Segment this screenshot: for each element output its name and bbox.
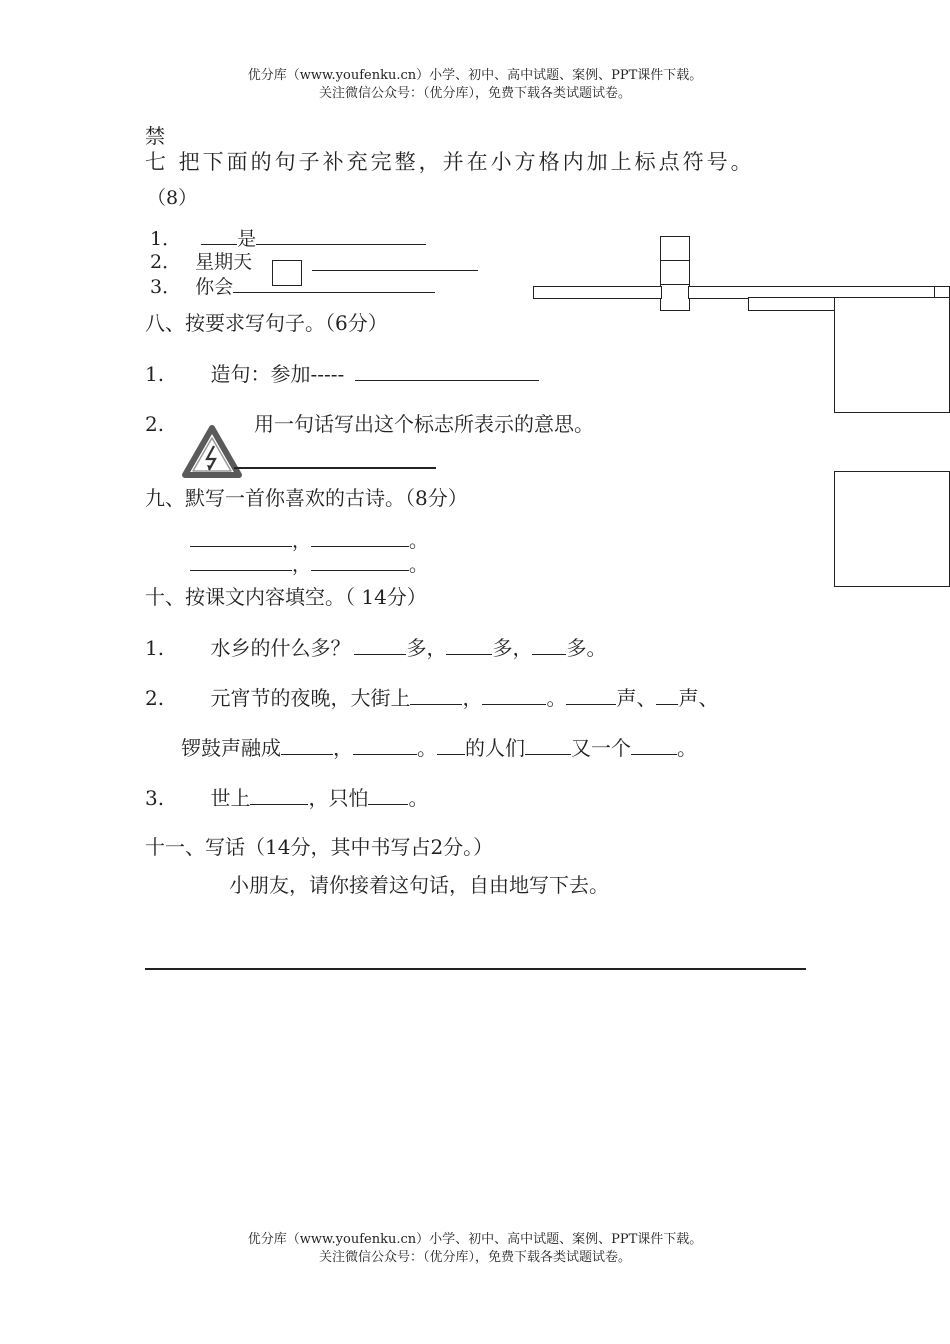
- stray-box-2: [660, 260, 690, 286]
- s10-q2-number: 2.: [145, 686, 165, 710]
- s10-q2-g: ，: [333, 736, 353, 760]
- s10-q3-number: 3.: [145, 786, 165, 810]
- s10-q1-blank-3[interactable]: [532, 636, 566, 655]
- q3-blank[interactable]: [233, 274, 435, 293]
- q1-blank-b[interactable]: [256, 226, 426, 245]
- section-11-title: 十一、写话（14分，其中书写占2分。）: [145, 835, 494, 859]
- poem-blank-4[interactable]: [311, 552, 409, 571]
- s10-q2-blank-9[interactable]: [631, 736, 677, 755]
- section-8-q2-text: 用一句话写出这个标志所表示的意思。: [254, 412, 594, 436]
- s10-q1-c: 多，: [492, 636, 533, 660]
- section-7-score: （8）: [147, 187, 198, 209]
- q1-blank-a[interactable]: [201, 226, 237, 245]
- q2-text: 星期天: [195, 251, 253, 273]
- s10-q2-blank-7[interactable]: [437, 736, 465, 755]
- s10-q3-blank-1[interactable]: [250, 786, 308, 805]
- q1-text: 是: [237, 228, 257, 250]
- poem-blank-3[interactable]: [190, 552, 292, 571]
- footer-line-1: 优分库（www.youfenku.cn）小学、初中、高中试题、案例、PPT课件下载。: [247, 1232, 703, 1247]
- section-8-q1: [145, 361, 539, 387]
- section-11-prompt: 小朋友，请你接着这句话，自由地写下去。: [229, 873, 609, 897]
- poem-comma-2: ，: [292, 554, 312, 576]
- s10-q2-blank-6[interactable]: [353, 736, 417, 755]
- s10-q3-b: ，只怕: [308, 786, 369, 810]
- stray-box-3: [660, 284, 690, 311]
- poem-comma-1: ，: [292, 530, 312, 552]
- q3-text: 你会: [195, 276, 234, 298]
- section-10-q1: [145, 635, 606, 661]
- s10-q2-k: 。: [677, 736, 697, 760]
- q2-number: 2．: [150, 251, 182, 273]
- s10-q3-a: 世上: [210, 786, 251, 810]
- section-7-q2: [150, 250, 252, 274]
- s10-q2-b: ，: [462, 686, 483, 710]
- q3-number: 3．: [150, 276, 182, 298]
- s10-q2-blank-4[interactable]: [656, 686, 678, 705]
- section-8-title: 八、按要求写句子。（6分）: [145, 311, 388, 335]
- poem-blank-2[interactable]: [311, 528, 409, 547]
- poem-period-2: 。: [409, 554, 429, 576]
- s8-q1-number: 1.: [145, 362, 165, 386]
- section-7-q1: [150, 226, 426, 251]
- section-7-q3: [150, 274, 435, 299]
- section-7-title: 七 把下面的句子补充完整，并在小方格内加上标点符号。: [145, 150, 755, 174]
- footer-line-2: 关注微信公众号：（优分库），免费下载各类试题试卷。: [318, 1250, 631, 1265]
- s10-q3-c: 。: [408, 786, 429, 810]
- stray-box-large-2: [834, 471, 950, 587]
- section-10-q2-line2: [181, 735, 697, 761]
- s10-q2-d: 声、: [616, 686, 657, 710]
- writing-line[interactable]: [145, 968, 806, 970]
- stray-box-large-1: [834, 297, 950, 413]
- s10-q1-number: 1.: [145, 636, 165, 660]
- s10-q1-blank-2[interactable]: [446, 636, 492, 655]
- q2-blank[interactable]: [312, 270, 478, 271]
- poem-line-2: [190, 552, 428, 577]
- s10-q2-f: 锣鼓声融成: [181, 736, 281, 760]
- section-8-q2-number: 2.: [145, 412, 165, 436]
- q1-number: 1．: [150, 228, 182, 250]
- poem-line-1: [190, 528, 428, 553]
- s10-q2-e: 声、: [678, 686, 719, 710]
- stray-box-1: [660, 236, 690, 262]
- s10-q2-blank-1[interactable]: [410, 686, 462, 705]
- section-9-title: 九、默写一首你喜欢的古诗。（8分）: [145, 486, 468, 510]
- s10-q1-blank-1[interactable]: [354, 636, 406, 655]
- s10-q2-blank-2[interactable]: [482, 686, 546, 705]
- header-line-1: 优分库（www.youfenku.cn）小学、初中、高中试题、案例、PPT课件下载。: [247, 68, 703, 83]
- s8-q1-blank[interactable]: [355, 362, 539, 381]
- s8-q2-blank[interactable]: [234, 467, 436, 469]
- section-10-title: 十、按课文内容填空。（ 14分）: [145, 585, 427, 609]
- poem-period-1: 。: [409, 530, 429, 552]
- s10-q2-c: 。: [546, 686, 567, 710]
- s10-q2-blank-3[interactable]: [566, 686, 616, 705]
- section-10-q3: [145, 785, 428, 811]
- stray-bar-left: [533, 286, 662, 299]
- s10-q1-a: 水乡的什么多？: [210, 636, 351, 660]
- stray-character: 禁: [145, 124, 165, 148]
- s10-q1-d: 多。: [566, 636, 607, 660]
- s10-q2-blank-5[interactable]: [281, 736, 333, 755]
- s10-q1-b: 多，: [406, 636, 447, 660]
- poem-blank-1[interactable]: [190, 528, 292, 547]
- high-voltage-warning-icon: [181, 424, 243, 480]
- s10-q2-blank-8[interactable]: [525, 736, 571, 755]
- s10-q2-i: 的人们: [465, 736, 525, 760]
- s10-q3-blank-2[interactable]: [368, 786, 408, 805]
- stray-bar-lower: [748, 297, 836, 311]
- section-10-q2-line1: [145, 685, 718, 711]
- s10-q2-a: 元宵节的夜晚，大街上: [210, 686, 411, 710]
- header-line-2: 关注微信公众号：（优分库），免费下载各类试题试卷。: [318, 86, 631, 101]
- s10-q2-h: 。: [417, 736, 437, 760]
- s10-q2-j: 又一个: [571, 736, 631, 760]
- s8-q1-text: 造句：参加-----: [210, 362, 345, 386]
